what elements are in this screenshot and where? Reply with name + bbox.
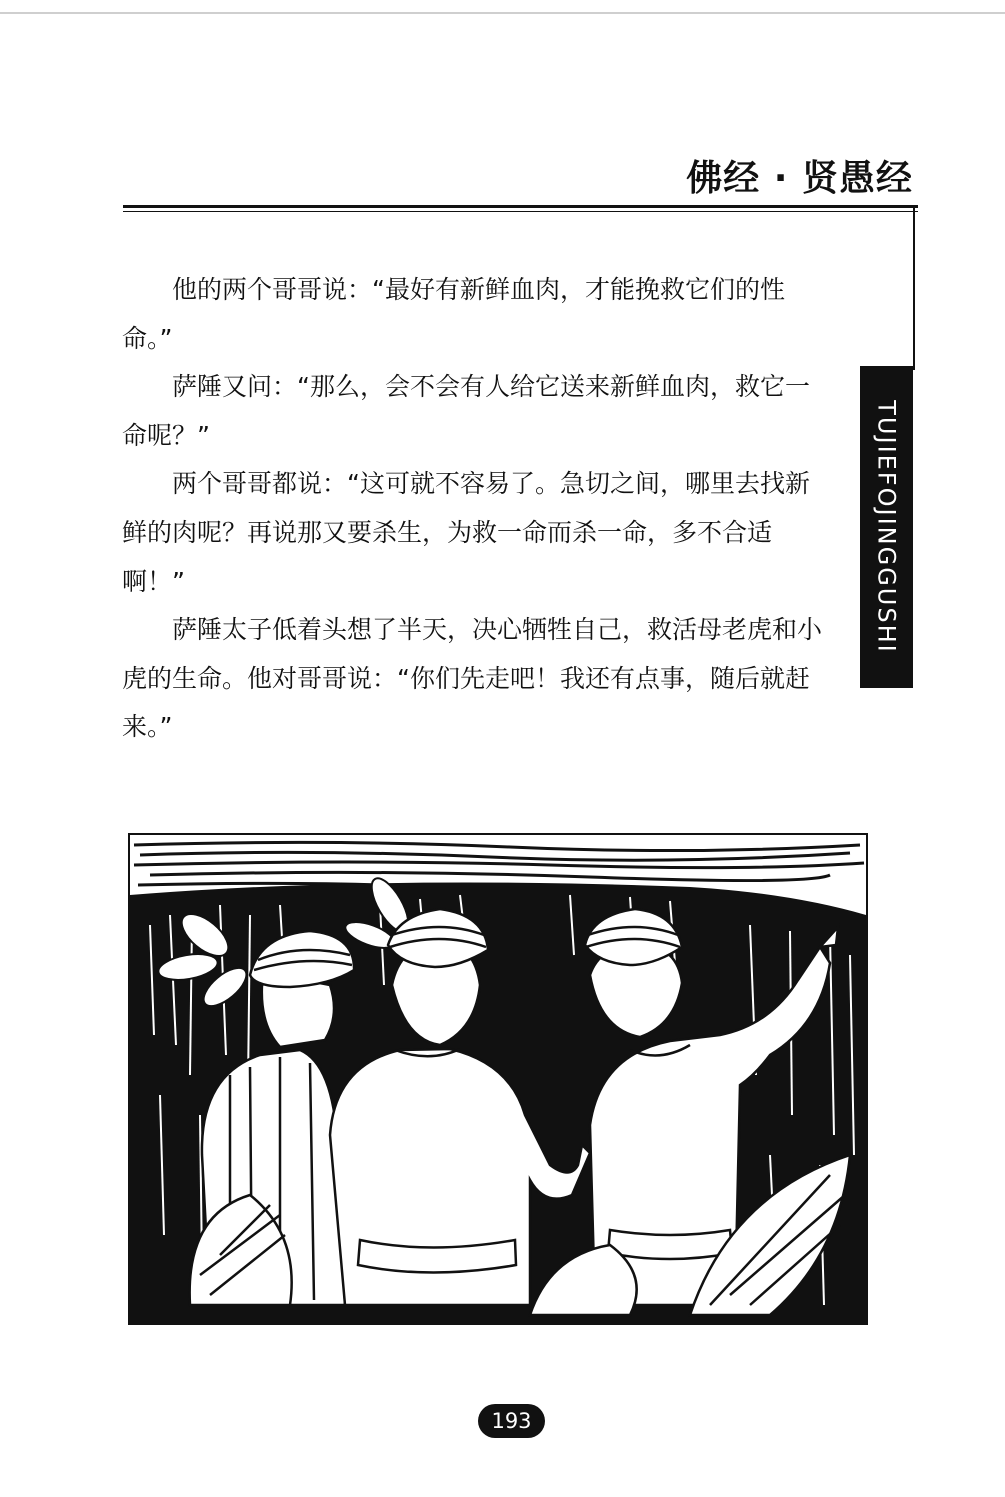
story-text	[122, 266, 822, 752]
paragraph: 两个哥哥都说：“这可就不容易了。急切之间，哪里去找新鲜的肉呢？再说那又要杀生，为救一命而杀一命，多不合适啊！”	[122, 469, 810, 596]
header-rule	[123, 205, 918, 208]
side-tab-label: TUJIEFOJINGGUSHI	[872, 400, 901, 654]
side-tab	[860, 366, 913, 688]
book-title: 佛经 · 贤愚经	[686, 158, 913, 199]
header-rule-thin	[123, 211, 918, 212]
scan-top-edge	[0, 12, 1005, 14]
sky-lines	[134, 842, 864, 887]
illustration-three-princes	[128, 833, 868, 1325]
illustration-drawing	[130, 835, 866, 1323]
paragraph: 萨陲太子低着头想了半天，决心牺牲自己，救活母老虎和小虎的生命。他对哥哥说：“你们先走吧！我还有点事，随后就赶来。”	[122, 615, 823, 742]
paragraph: 萨陲又问：“那么，会不会有人给它送来新鲜血肉，救它一命呢？”	[122, 372, 810, 450]
page-number: 193	[478, 1404, 545, 1438]
paragraph: 他的两个哥哥说：“最好有新鲜血肉，才能挽救它们的性命。”	[122, 275, 785, 353]
margin-rule	[913, 205, 915, 370]
